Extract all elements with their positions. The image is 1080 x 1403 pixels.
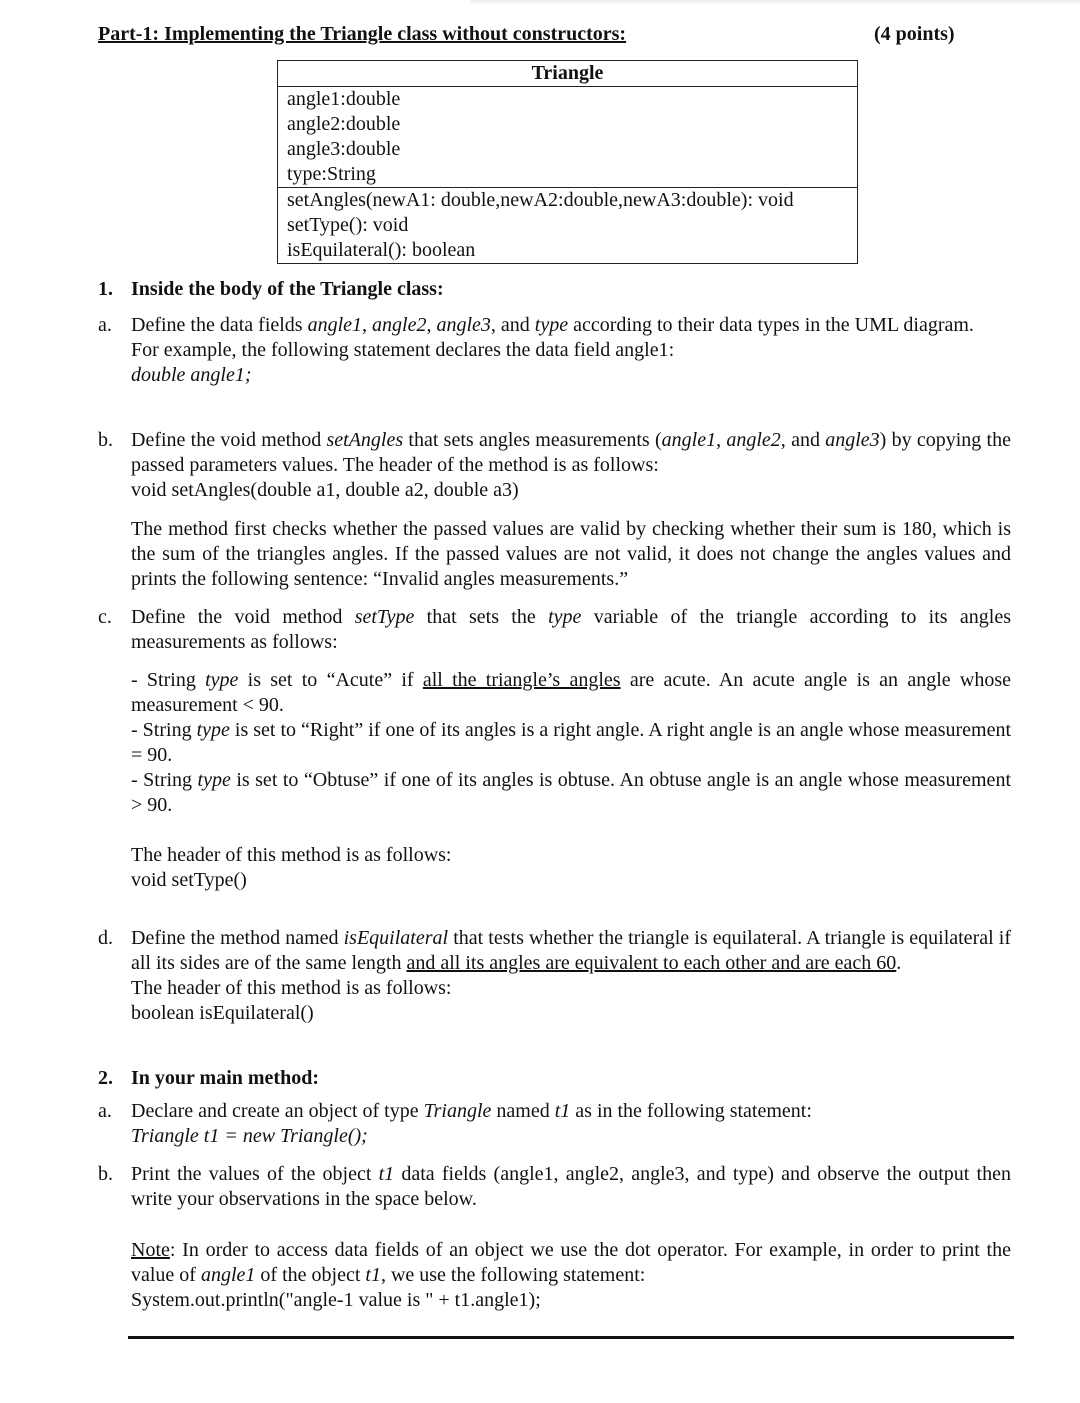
uml-field: angle2:double	[287, 113, 401, 135]
uml-fields	[278, 87, 857, 188]
item-1a-code: double angle1;	[131, 364, 252, 386]
uml-field: type:String	[287, 163, 376, 185]
item-1d-header: boolean isEquilateral()	[131, 1002, 314, 1024]
item-1c-text: Define the void method setType that sets the type variable of the triangle according to its angles measurements as follows:	[131, 606, 1011, 653]
item-1b-paragraph: The method first checks whether the passed values are valid by checking whether their sum is 180, which is the sum of the triangles angles. If the passed values are not valid, it does not change the angles values and prints the following sentence: “Invalid angles measurements.”	[131, 518, 1011, 590]
item-1a	[98, 313, 1011, 388]
item-1b-text: Define the void method setAngles that sets angles measurements (angle1, angle2, and angle3) by copying the passed parameters values. The header of the method is as follows:	[131, 429, 1011, 476]
part-title: Part-1: Implementing the Triangle class without constructors:	[98, 23, 627, 45]
item-1a-example: For example, the following statement declares the data field angle1:	[131, 339, 675, 361]
points-label: (4 points)	[874, 23, 955, 45]
item-1a-text: Define the data fields angle1, angle2, angle3, and type according to their data types in the UML diagram.	[131, 314, 974, 336]
horizontal-rule	[128, 1336, 1014, 1339]
item-1b-header: void setAngles(double a1, double a2, double a3)	[131, 479, 519, 501]
section-heading-text: In your main method:	[131, 1067, 319, 1089]
item-2a-code: Triangle t1 = new Triangle();	[131, 1125, 368, 1147]
item-marker: a.	[98, 1100, 112, 1122]
item-marker: a.	[98, 314, 112, 336]
item-2a-text: Declare and create an object of type Triangle named t1 as in the following statement:	[131, 1100, 812, 1122]
section-number: 1.	[98, 278, 113, 300]
item-1c	[98, 605, 1011, 893]
item-1d-text: Define the method named isEquilateral that tests whether the triangle is equilateral. A triangle is equilateral if all its sides are of the same length and all its angles are equivalent to each other and are each 60.	[131, 927, 1011, 974]
uml-field: angle1:double	[287, 88, 401, 110]
section-1-heading	[98, 277, 444, 302]
section-2-heading	[98, 1066, 319, 1091]
uml-class-diagram	[277, 60, 858, 264]
item-2a	[98, 1099, 1011, 1149]
uml-field: angle3:double	[287, 138, 401, 160]
uml-class-name: Triangle	[278, 61, 857, 87]
note-label: Note	[131, 1239, 170, 1261]
item-1d	[98, 926, 1011, 1026]
section-heading-text: Inside the body of the Triangle class:	[131, 278, 444, 300]
item-1d-header-text: The header of this method is as follows:	[131, 977, 452, 999]
item-1c-header-text: The header of this method is as follows:	[131, 844, 452, 866]
page-top-shadow	[470, 0, 1080, 5]
uml-methods	[278, 188, 857, 263]
section-number: 2.	[98, 1067, 113, 1089]
item-marker: c.	[98, 606, 112, 628]
item-1c-bullet-obtuse: - String type is set to “Obtuse” if one of its angles is obtuse. An obtuse angle is an angle whose measurement > 90.	[131, 769, 1011, 816]
item-marker: b.	[98, 429, 113, 451]
item-2b	[98, 1162, 1011, 1313]
uml-method: isEquilateral(): boolean	[287, 239, 476, 261]
item-2b-text: Print the values of the object t1 data fields (angle1, angle2, angle3, and type) and observe the output then write your observations in the space below.	[131, 1163, 1011, 1210]
uml-method: setAngles(newA1: double,newA2:double,newA3:double): void	[287, 189, 794, 211]
item-marker: b.	[98, 1163, 113, 1185]
uml-method: setType(): void	[287, 214, 409, 236]
item-2b-code: System.out.println("angle-1 value is " + t1.angle1);	[131, 1289, 541, 1311]
item-1c-bullet-acute: - String type is set to “Acute” if all the triangle’s angles are acute. An acute angle is an angle whose measurement < 90.	[131, 669, 1011, 716]
item-2b-note: Note: In order to access data fields of an object we use the dot operator. For example, in order to print the value of angle1 of the object t1, we use the following statement:	[131, 1239, 1011, 1286]
item-1c-bullet-right: - String type is set to “Right” if one of its angles is a right angle. A right angle is an angle whose measurement = 90.	[131, 719, 1011, 766]
item-1c-header: void setType()	[131, 869, 247, 891]
item-1b	[98, 428, 1011, 592]
item-marker: d.	[98, 927, 113, 949]
